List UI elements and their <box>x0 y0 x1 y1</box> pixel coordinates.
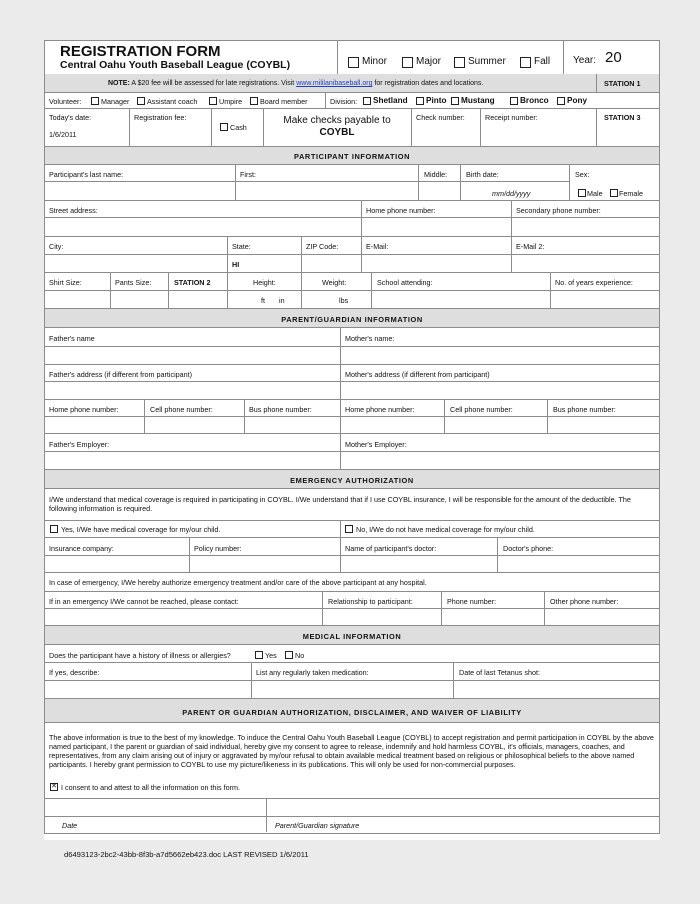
coverage-yes-checkbox[interactable] <box>50 525 58 533</box>
division-shetland-label: Shetland <box>373 96 408 105</box>
waiver-text: The above information is true to the best of my knowledge. To induce the Central Oahu Youth Baseball League (COYBL) to accept registration and permit participation in COYBL by the above named participant, I the parent or guardian of said individual, hereby give my consent to agree to release, indemnify and hold harmless COYBL, it's officials, managers, coaches, and representatives, from any claim arising out of injury or aggravated by my/our refusal to obtain available medical treatment based on religious or philosophical beliefs to the above named participants. I hereby grant permission to COYBL to use my picture/likeness in its publications. This will only be used for non-commercial purposes. <box>49 733 654 769</box>
relationship-label: Relationship to participant: <box>328 597 413 606</box>
season-major-label: Major <box>416 56 442 67</box>
illness-no-label: No <box>295 651 305 660</box>
league-name: Central Oahu Youth Baseball League (COYBL) <box>60 59 291 71</box>
cash-checkbox[interactable] <box>220 123 228 131</box>
father-employer-label: Father's Employer: <box>49 440 110 449</box>
father-name-label: Father's name <box>49 334 95 343</box>
weight-lbs-unit: lbs <box>339 296 349 305</box>
illness-history-question: Does the participant have a history of illness or allergies? <box>49 651 231 660</box>
mother-bus-phone-label: Bus phone number: <box>553 405 616 414</box>
division-pony-label: Pony <box>567 96 588 105</box>
email2-label: E-Mail 2: <box>516 242 545 251</box>
year-value: 20 <box>605 49 622 66</box>
waiver-section-title: PARENT OR GUARDIAN AUTHORIZATION, DISCLAIMER, AND WAIVER OF LIABILITY <box>182 708 522 717</box>
doctor-phone-label: Doctor's phone: <box>503 544 554 553</box>
volunteer-manager-label: Manager <box>101 97 130 106</box>
sex-label: Sex: <box>575 170 590 179</box>
medication-label: List any regularly taken medication: <box>256 668 369 677</box>
secondary-phone-label: Secondary phone number: <box>516 206 601 215</box>
emergency-contact-label: If in an emergency I/We cannot be reached, please contact: <box>49 597 239 606</box>
season-major-checkbox[interactable] <box>402 57 413 68</box>
consent-checkbox[interactable]: ✕ <box>51 783 57 790</box>
emergency-authorization-text: In case of emergency, I/We hereby authorize emergency treatment and/or care of the above participant at any hospital. <box>49 578 427 587</box>
volunteer-assistant-coach-label: Assistant coach <box>147 97 198 106</box>
shirt-size-label: Shirt Size: <box>49 278 82 287</box>
father-address-label: Father's address (if different from participant) <box>49 370 193 379</box>
weight-label: Weight: <box>322 278 347 287</box>
zip-label: ZIP Code: <box>306 242 339 251</box>
illness-yes-checkbox[interactable] <box>255 651 263 659</box>
sex-male-checkbox[interactable] <box>578 189 586 197</box>
participant-section-title: PARTICIPANT INFORMATION <box>293 152 411 161</box>
doctor-name-label: Name of participant's doctor: <box>345 544 437 553</box>
illness-no-checkbox[interactable] <box>285 651 293 659</box>
note-text: NOTE: A $20 fee will be assessed for late registrations. Visit www.mililanibaseball.org for registration dates and locations. <box>108 80 484 87</box>
volunteer-board-member-checkbox[interactable] <box>250 97 258 105</box>
insurance-company-label: Insurance company: <box>49 544 114 553</box>
registration-form-page <box>44 40 660 840</box>
season-summer-checkbox[interactable] <box>454 57 465 68</box>
sex-male-label: Male <box>587 189 603 198</box>
mother-name-label: Mother's name: <box>345 334 395 343</box>
division-pinto-label: Pinto <box>426 96 447 105</box>
document-footer: d6493123-2bc2-43bb-8f3b-a7d5662eb423.doc LAST REVISED 1/6/2011 <box>64 850 309 859</box>
sex-female-checkbox[interactable] <box>610 189 618 197</box>
station-2-label: STATION 2 <box>174 278 211 287</box>
volunteer-label: Volunteer: <box>49 97 82 106</box>
season-minor-checkbox[interactable] <box>348 57 359 68</box>
station-1-label: STATION 1 <box>604 79 641 88</box>
height-in-unit: in <box>279 296 285 305</box>
volunteer-assistant-coach-checkbox[interactable] <box>137 97 145 105</box>
tetanus-label: Date of last Tetanus shot: <box>459 668 540 677</box>
parent-section-title: PARENT/GUARDIAN INFORMATION <box>281 315 423 324</box>
father-bus-phone-label: Bus phone number: <box>249 405 312 414</box>
receipt-number-label: Receipt number: <box>485 113 538 122</box>
year-label: Year: <box>573 55 596 66</box>
height-ft-unit: ft <box>261 296 265 305</box>
city-label: City: <box>49 242 64 251</box>
mother-employer-label: Mother's Employer: <box>345 440 407 449</box>
father-home-phone-label: Home phone number: <box>49 405 119 414</box>
mother-cell-phone-label: Cell phone number: <box>450 405 513 414</box>
email-label: E-Mail: <box>366 242 389 251</box>
season-fall-checkbox[interactable] <box>520 57 531 68</box>
todays-date-value[interactable]: 1/6/2011 <box>49 130 77 139</box>
coverage-no-label: No, I/We do not have medical coverage for my/our child. <box>356 525 535 534</box>
mother-address-label: Mother's address (if different from participant) <box>345 370 490 379</box>
coverage-yes-label: Yes, I/We have medical coverage for my/our child. <box>61 525 221 534</box>
division-bronco-checkbox[interactable] <box>510 97 518 105</box>
years-experience-label: No. of years experience: <box>555 278 633 287</box>
school-label: School attending: <box>377 278 433 287</box>
todays-date-label: Today's date: <box>49 113 92 122</box>
station-3-label: STATION 3 <box>604 113 641 122</box>
registration-fee-label: Registration fee: <box>134 113 187 122</box>
height-label: Height: <box>253 278 276 287</box>
division-pinto-checkbox[interactable] <box>416 97 424 105</box>
sex-female-label: Female <box>619 189 643 198</box>
middle-name-label: Middle: <box>424 170 448 179</box>
contact-phone-label: Phone number: <box>447 597 497 606</box>
consent-label: I consent to and attest to all the information on this form. <box>61 783 240 792</box>
volunteer-board-member-label: Board member <box>260 97 308 106</box>
check-number-label: Check number: <box>416 113 465 122</box>
checks-payee: COYBL <box>319 127 355 138</box>
mother-home-phone-label: Home phone number: <box>345 405 415 414</box>
state-value[interactable]: HI <box>232 260 240 269</box>
season-summer-label: Summer <box>468 56 506 67</box>
make-checks-payable: Make checks payable to <box>283 115 391 126</box>
website-link[interactable]: www.mililanibaseball.org <box>296 80 373 87</box>
home-phone-label: Home phone number: <box>366 206 436 215</box>
division-pony-checkbox[interactable] <box>557 97 565 105</box>
coverage-statement: I/We understand that medical coverage is required in participating in COYBL. I/We understand that if I use COYBL insurance, I will be responsible for the amount of the deductible. The following information is required. <box>49 495 631 513</box>
pants-size-label: Pants Size: <box>115 278 152 287</box>
illness-yes-label: Yes <box>265 651 277 660</box>
birth-date-format-hint: mm/dd/yyyy <box>492 189 531 198</box>
season-fall-label: Fall <box>534 56 551 67</box>
last-name-label: Participant's last name: <box>49 170 124 179</box>
form-title: REGISTRATION FORM <box>60 43 221 60</box>
cash-label: Cash <box>230 123 247 132</box>
illness-describe-label: If yes, describe: <box>49 668 100 677</box>
father-cell-phone-label: Cell phone number: <box>150 405 213 414</box>
volunteer-umpire-checkbox[interactable] <box>209 97 217 105</box>
division-shetland-checkbox[interactable] <box>363 97 371 105</box>
medical-section-title: MEDICAL INFORMATION <box>302 632 402 641</box>
division-bronco-label: Bronco <box>520 96 549 105</box>
state-label: State: <box>232 242 251 251</box>
season-minor-label: Minor <box>362 56 388 67</box>
other-phone-label: Other phone number: <box>550 597 619 606</box>
policy-number-label: Policy number: <box>194 544 242 553</box>
first-name-label: First: <box>240 170 256 179</box>
volunteer-manager-checkbox[interactable] <box>91 97 99 105</box>
birth-date-label: Birth date: <box>466 170 499 179</box>
division-label: Division: <box>330 97 358 106</box>
division-mustang-label: Mustang <box>461 96 495 105</box>
division-mustang-checkbox[interactable] <box>451 97 459 105</box>
street-address-label: Street address: <box>49 206 98 215</box>
coverage-no-checkbox[interactable] <box>345 525 353 533</box>
date-caption: Date <box>62 821 78 830</box>
signature-caption: Parent/Guardian signature <box>275 821 360 830</box>
volunteer-umpire-label: Umpire <box>219 97 243 106</box>
emergency-section-title: EMERGENCY AUTHORIZATION <box>290 476 414 485</box>
